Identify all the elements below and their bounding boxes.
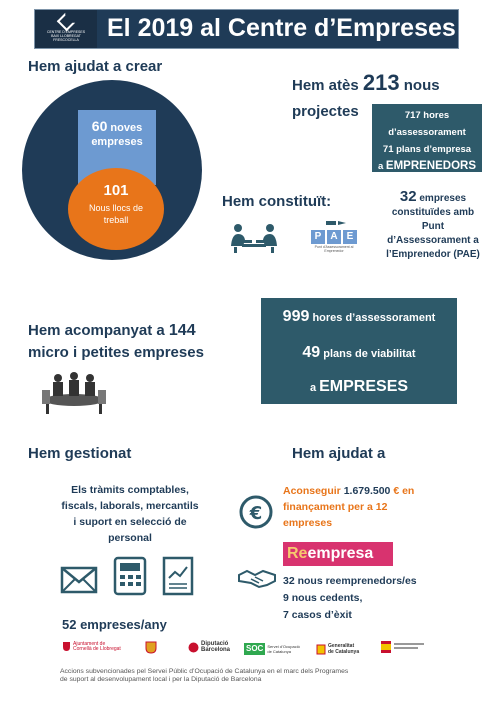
helped-heading: Hem ajudat a [292, 445, 386, 462]
euro-icon [239, 495, 273, 529]
footer-note [60, 668, 440, 684]
svg-text:€: € [249, 503, 263, 524]
companies-box-row [261, 308, 457, 326]
companies-box-row [261, 344, 457, 362]
reempresa-line: 9 nous cedents, [283, 592, 363, 604]
generalitat-logo-icon [316, 644, 326, 655]
pae-line: l’Emprenedor (PAE) [386, 249, 480, 260]
sponsor-text: Servei d’Ocupació [267, 644, 300, 649]
pae-line: Punt [421, 221, 445, 232]
finance-text [283, 483, 473, 531]
pae-letter: A [327, 230, 341, 244]
reempresa-re: Re [287, 545, 308, 562]
finance-amount: 1.679.500 [343, 485, 391, 497]
reempresa-logo [283, 542, 393, 566]
pae-line: d’Assessorament a [387, 235, 479, 246]
companies-per-year: 52 empreses/any [62, 617, 167, 632]
companies-box [261, 298, 457, 404]
accompanied-prefix: Hem acompanyat a [28, 322, 165, 339]
accompanied-text [28, 320, 204, 364]
managed-line: Els tràmits comptables, [71, 484, 189, 496]
finance-line [283, 483, 473, 499]
created-heading: Hem ajudat a crear [28, 58, 163, 75]
sponsor-soc [244, 641, 308, 657]
centre-empreses-logo [35, 10, 97, 48]
sponsor-text: Generalitat [328, 643, 355, 649]
box-text: hores d’assessorament [312, 312, 436, 324]
companies-box-row [261, 378, 457, 396]
accompanied-num: 144 [168, 322, 196, 339]
new-jobs-circle [68, 168, 164, 250]
box-line: d’assessorament [388, 127, 466, 138]
box-line-big: EMPRENEDORS [385, 160, 477, 172]
box-num: 49 [302, 344, 321, 361]
meeting-people-icon [228, 222, 280, 254]
new-companies-label: noves [110, 122, 143, 134]
sponsor-text: Cornellà de Llobregat [73, 645, 121, 652]
accompanied-line [28, 320, 204, 342]
sponsor-text: de Catalunya [328, 649, 360, 655]
reempresa-rest: empresa [307, 545, 374, 562]
footer-line: Accions subvencionades pel Servei Públic d’Ocupació de Catalunya en el marc dels Programes [60, 668, 349, 675]
logo-line: CENTRE D’EMPRESES [46, 30, 86, 34]
box-num: 999 [282, 308, 310, 325]
finance-line: finançament per a 12 [283, 501, 388, 513]
logo-line: BAIX LLOBREGAT [51, 34, 81, 38]
attended-suffix: nous [403, 77, 440, 94]
sponsor-generalitat [316, 641, 372, 657]
sponsor-text: Barcelona [201, 647, 231, 653]
page-title: El 2019 al Centre d’Empreses [107, 14, 456, 42]
pae-companies-text [380, 190, 486, 262]
diputacio-logo-icon [188, 642, 199, 653]
accompanied-line: micro i petites empreses [28, 344, 204, 361]
cornella-shield-icon [62, 641, 71, 652]
footer-line: de suport al desenvolupament local i per la Diputació de Barcelona [60, 676, 262, 683]
reempresa-stats [283, 573, 417, 624]
sponsor-diputacio [188, 641, 240, 657]
sponsor-cornella [62, 641, 124, 657]
entrepreneurs-box [372, 104, 482, 172]
spanish-ministry-logo [380, 640, 426, 654]
business-meeting-icon [38, 370, 110, 416]
box-line-prefix: a [377, 161, 384, 172]
reempresa-line: 7 casos d’èxit [283, 609, 352, 621]
new-companies-num: 60 [91, 118, 108, 134]
sponsor-text: de Catalunya [267, 649, 291, 654]
reempresa-line: 32 nous reemprenedors/es [283, 575, 417, 587]
finance-prefix: Aconseguir [283, 485, 341, 497]
attended-line [292, 70, 440, 96]
constituted-heading: Hem constituït: [222, 193, 332, 210]
managed-heading: Hem gestionat [28, 445, 132, 462]
pae-line: constituïdes amb [391, 207, 475, 218]
new-jobs-num: 101 [103, 182, 129, 199]
managed-line: i suport en selecció de [73, 516, 187, 528]
municipal-crest-icon [144, 640, 158, 654]
logo-mark-icon [57, 13, 75, 31]
managed-line: personal [108, 532, 152, 544]
box-big: EMPRESES [319, 378, 409, 395]
pae-small-text: Punt d’Assessorament al Emprenedor [314, 245, 354, 253]
header-banner [34, 9, 459, 49]
pencil-icon [306, 220, 362, 230]
pae-num: 32 [399, 188, 417, 205]
pae-letter: E [343, 230, 357, 244]
pae-letter: P [311, 230, 325, 244]
new-jobs-label-2: treball [103, 215, 129, 225]
handshake-icon [237, 567, 277, 591]
soc-label: SOC [246, 644, 264, 653]
sponsor-text: Diputació [201, 641, 229, 647]
box-prefix: a [309, 382, 317, 394]
box-text: plans de viabilitat [323, 348, 416, 360]
calculator-icon [112, 556, 148, 596]
managed-line: fiscals, laborals, mercantils [61, 500, 199, 512]
sponsor-text: Ajuntament de [73, 640, 106, 647]
box-line: 717 hores [404, 110, 450, 121]
box-line [372, 158, 482, 175]
projects-word: projectes [292, 103, 359, 120]
finance-suffix: € en [393, 485, 415, 497]
box-line: 71 plans d’empresa [382, 144, 472, 155]
pae-logo [306, 220, 362, 254]
managed-text [40, 482, 220, 546]
envelope-icon [60, 560, 98, 594]
new-jobs-label: Nous llocs de [88, 203, 144, 213]
attended-prefix: Hem atès [292, 77, 359, 94]
logo-line: FRESCOCELLA [53, 38, 79, 42]
report-chart-icon [160, 556, 196, 596]
attended-num: 213 [362, 70, 400, 95]
pae-line [380, 190, 486, 206]
pae-line-text: empreses [419, 193, 467, 204]
new-companies-label-2: empreses [91, 136, 143, 148]
finance-line: empreses [283, 517, 333, 529]
